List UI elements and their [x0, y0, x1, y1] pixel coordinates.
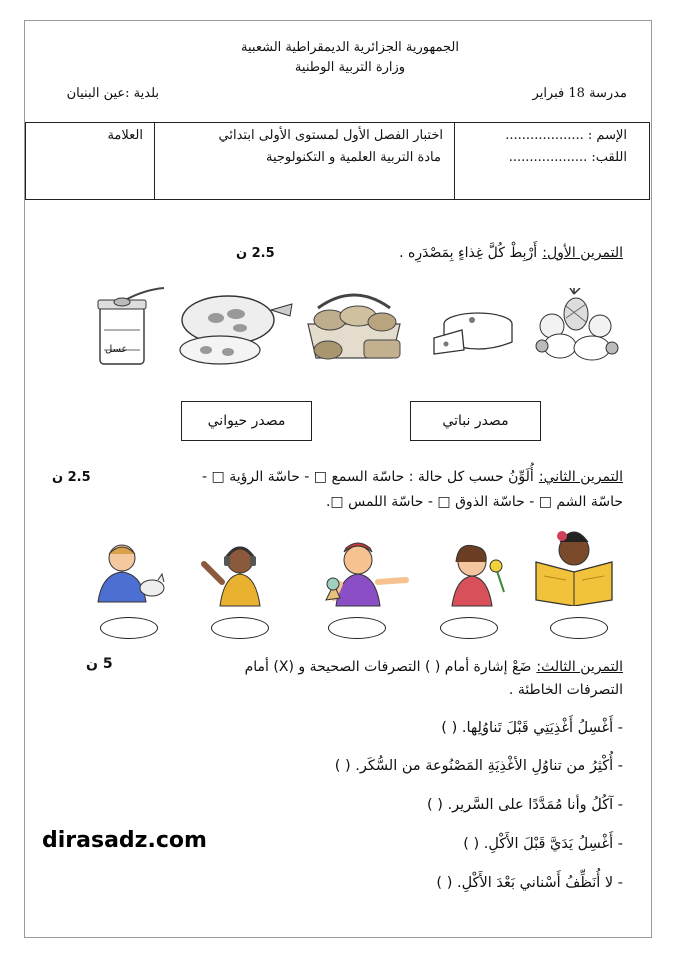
exercise1-points: 2.5 ن	[236, 246, 275, 261]
ministry-title: وزارة التربية الوطنية	[294, 60, 406, 75]
fruit-basket-icon	[530, 288, 624, 368]
behavior-item-1[interactable]: - أَغْسِلُ أَغْذِيَتِي قَبْلَ تَناوُلِها. ( )	[441, 720, 623, 736]
exercise1-header	[399, 242, 623, 261]
bread-basket-icon	[298, 286, 410, 366]
exercise1-instruction: أَرْبِطْ كُلَّ غِذاءٍ بِمَصْدَرِه .	[399, 245, 538, 261]
sausage-icon	[176, 290, 294, 368]
answer-oval-1[interactable]	[100, 617, 158, 639]
answer-oval-4[interactable]	[440, 617, 498, 639]
answer-oval-5[interactable]	[550, 617, 608, 639]
exam-title: اختبار الفصل الأول لمستوى الأولى ابتدائي	[218, 128, 443, 143]
exercise3-instruction-line2: التصرفات الخاطئة .	[508, 682, 623, 698]
animal-source-box[interactable]: مصدر حيواني	[181, 401, 312, 441]
girl-smelling-flower-icon	[442, 540, 518, 608]
grade-label: العلامة	[107, 128, 143, 143]
behavior-item-4[interactable]: - أَغْسِلُ يَدَيَّ قَبْلَ الأَكْلِ. ( )	[463, 836, 623, 852]
subject-title: مادة التربية العلمية و التكنولوجية	[266, 150, 441, 165]
name-field[interactable]: الإسم : ...................	[505, 128, 627, 143]
republic-title: الجمهورية الجزائرية الديمقراطية الشعبية	[241, 40, 459, 55]
behavior-item-2[interactable]: - أُكْثِرُ من تناوُلِ الأغْذِيَةِ المَصْنُوعة من السُّكَر. ( )	[334, 758, 623, 774]
school-label: مدرسة 18 فبراير	[532, 86, 627, 101]
cheese-icon	[428, 304, 518, 360]
behavior-item-3[interactable]: - آكُلُ وأنا مُمَدَّدًا على السَّرير. ( )	[426, 797, 623, 813]
honey-jar-icon	[92, 286, 170, 372]
behavior-item-5[interactable]: - لا أُنَظِّفُ أَسْناني بَعْدَ الأَكْلِ. ( )	[436, 875, 623, 891]
exercise2-instruction-line2: حاسّة الشم □ - حاسّة الذوق □ - حاسّة اللمس □.	[325, 494, 623, 510]
exercise1-title: التمرين الأول:	[542, 245, 623, 261]
watermark-text: dirasadz.com	[42, 828, 207, 853]
exercise3-title: التمرين الثالث:	[536, 659, 623, 675]
answer-oval-3[interactable]	[328, 617, 386, 639]
plant-source-box[interactable]: مصدر نباتي	[410, 401, 541, 441]
exercise2-instruction-line1: أُلَوِّنُ حسب كل حالة : حاسّة السمع □ - حاسّة الرؤية □ -	[202, 469, 534, 485]
exercise2-title: التمرين الثاني:	[538, 469, 623, 485]
honey-jar-label: عسل	[105, 344, 128, 355]
answer-oval-2[interactable]	[211, 617, 269, 639]
exercise2-points: 2.5 ن	[52, 470, 91, 485]
surname-field[interactable]: اللقب: ...................	[508, 150, 627, 165]
exercise3-header	[245, 656, 623, 675]
boy-petting-cat-icon	[92, 540, 172, 608]
exercise3-points: 5 ن	[86, 656, 113, 672]
boy-eating-icecream-icon	[318, 540, 414, 610]
municipality-label: بلدية :عين البنيان	[66, 86, 159, 101]
exercise3-instruction-line1: ضَعْ إشارة أمام ( ) التصرفات الصحيحة و (X) أمام	[244, 659, 532, 675]
girl-headphones-icon	[200, 542, 276, 610]
child-reading-icon	[532, 528, 618, 606]
exercise2-header	[202, 466, 623, 485]
